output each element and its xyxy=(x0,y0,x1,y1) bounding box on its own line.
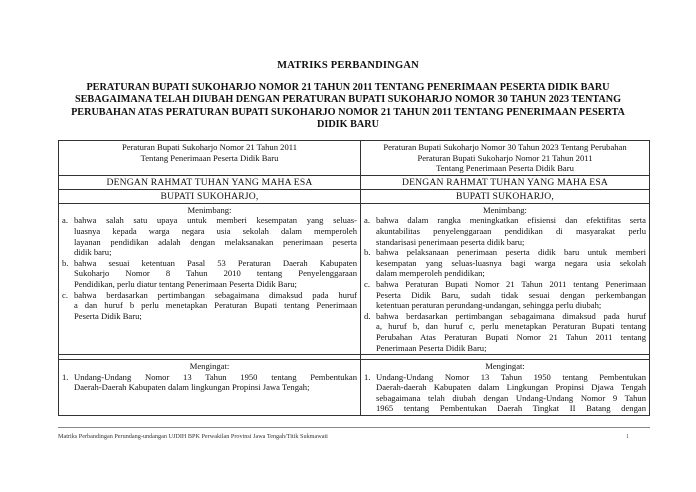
item-line: Undang-Undang Nomor 13 Tahun 1950 tentang Pembentukan xyxy=(376,371,646,382)
table-row-heading xyxy=(59,141,650,176)
document-title: MATRIKS PERBANDINGAN xyxy=(277,60,419,71)
item-line: a dan huruf b perlu menetapkan Peraturan Bupati tentang Penerimaan xyxy=(74,300,357,311)
left-menimbang-cell xyxy=(59,203,361,354)
left-mengingat-label: Mengingat: xyxy=(189,361,230,372)
table-row-bupati xyxy=(59,189,650,203)
right-menimbang-label: Menimbang: xyxy=(483,204,527,215)
item-line: didik baru; xyxy=(74,247,112,258)
right-menimbang-item-b xyxy=(364,247,646,279)
item-line: bahwa pelaksanaan penerimaan peserta didik baru untuk memberi xyxy=(376,247,646,258)
item-line: bahwa salah satu upaya untuk memberi kesempatan yang seluas- xyxy=(74,215,357,226)
item-line: 1965 tentang Pembentukan Daerah Tingkat II Batang dengan xyxy=(376,403,646,414)
right-bupati: BUPATI SUKOHARJO, xyxy=(361,189,650,203)
item-line: Peserta Didik Baru; xyxy=(74,310,142,321)
right-mengingat-item-1 xyxy=(364,372,646,414)
item-line: Daerah-daerah Kabupaten dalam Lingkungan Propinsi Djawa Tengah xyxy=(376,382,646,393)
item-line: layanan pendidikan adalah dengan melaksanakan penerimaan peserta xyxy=(74,236,357,247)
right-menimbang-item-c xyxy=(364,279,646,311)
right-heading-line: Peraturan Bupati Sukoharjo Nomor 30 Tahun 2023 Tentang Perubahan xyxy=(383,142,627,152)
left-menimbang-item-a xyxy=(62,215,357,257)
right-mengingat-cell xyxy=(361,360,650,416)
left-menimbang-label: Menimbang: xyxy=(187,204,232,215)
item-line: dalam memperoleh pendidikan; xyxy=(376,268,485,279)
item-marker: b. xyxy=(364,247,371,258)
item-line: bahwa Peraturan Bupati Nomor 21 Tahun 2011 tentang Penerimaan xyxy=(376,278,646,289)
right-menimbang-item-a xyxy=(364,215,646,247)
item-marker: a. xyxy=(62,215,68,226)
item-marker: 1. xyxy=(364,371,371,382)
table-row-rahmat xyxy=(59,175,650,189)
right-heading-cell xyxy=(361,141,650,176)
left-heading-line: Peraturan Bupati Sukoharjo Nomor 21 Tahun 2011 xyxy=(121,142,298,152)
left-heading-cell xyxy=(59,141,361,176)
left-mengingat-cell xyxy=(59,360,361,416)
item-line: sebagaimana telah diubah dengan Undang-Undang Nomor 9 Tahun xyxy=(376,392,646,403)
item-marker: c. xyxy=(62,289,68,300)
left-mengingat-item-1 xyxy=(62,372,357,393)
item-marker: a. xyxy=(364,215,370,226)
subtitle-line: SEBAGAIMANA TELAH DIUBAH DENGAN PERATURAN BUPATI SUKOHARJO NOMOR 30 TAHUN 2023 TENTANG xyxy=(74,94,622,106)
subtitle-line: PERUBAHAN ATAS PERATURAN BUPATI SUKOHARJO NOMOR 21 TAHUN 2011 TENTANG PENERIMAAN PESERTA xyxy=(71,106,625,118)
right-mengingat-label: Mengingat: xyxy=(485,361,525,372)
item-line: Undang-Undang Nomor 13 Tahun 1950 tentang Pembentukan xyxy=(74,371,357,382)
item-line: Perubahan Atas Peraturan Bupati Nomor 21 Tahun 2011 tentang xyxy=(376,331,646,342)
item-line: Peserta Didik Baru, sudah tidak sesuai dengan perkembangan xyxy=(376,289,646,300)
document-subtitle xyxy=(70,82,626,132)
right-rahmat: DENGAN RAHMAT TUHAN YANG MAHA ESA xyxy=(361,175,650,189)
subtitle-line: DIDIK BARU xyxy=(317,119,379,131)
item-line: luasnya kepada warga negara usia sekolah dalam memperoleh xyxy=(74,225,357,236)
item-line: bahwa sesuai ketentuan Pasal 53 Peraturan Daerah Kabupaten xyxy=(74,257,357,268)
left-bupati: BUPATI SUKOHARJO, xyxy=(59,189,361,203)
item-line: bahwa berdasarkan pertimbangan sebagaimana dimaksud pada huruf xyxy=(74,289,357,300)
left-rahmat: DENGAN RAHMAT TUHAN YANG MAHA ESA xyxy=(59,175,361,189)
item-line: bahwa berdasarkan pertimbangan sebagaimana dimaksud pada huruf xyxy=(376,310,646,321)
right-menimbang-item-d xyxy=(364,311,646,353)
item-line: ketentuan peraturan perundang-undangan, sehingga perlu diubah; xyxy=(376,300,602,311)
item-line: bahwa dalam rangka meningkatkan efisiensi dan efektifitas serta xyxy=(376,215,646,226)
page-number: 1 xyxy=(626,433,630,440)
item-line: a, huruf b, dan huruf c, perlu menetapkan Peraturan Bupati tentang xyxy=(376,321,646,332)
item-line: Penerimaan Peserta Didik Baru; xyxy=(376,342,487,353)
table-row-mengingat xyxy=(59,360,650,416)
comparison-table xyxy=(58,140,650,416)
right-heading-line: Peraturan Bupati Sukoharjo Nomor 21 Tahun 2011 xyxy=(417,152,593,163)
footer-text: Matriks Perbandingan Perundang-undangan UJDIH BPK Perwakilan Provinsi Jawa Tengah/Titik Sukmawati xyxy=(58,433,328,440)
item-marker: d. xyxy=(364,310,371,321)
item-line: Pendidikan, perlu diatur tentang Penerimaan Peserta Didik Baru; xyxy=(74,278,297,289)
footer-divider xyxy=(58,427,650,428)
item-marker: 1. xyxy=(62,371,69,382)
item-line: standarisasi penerimaan peserta didik baru; xyxy=(376,236,525,247)
subtitle-line: PERATURAN BUPATI SUKOHARJO NOMOR 21 TAHUN 2011 TENTANG PENERIMAAN PESERTA DIDIK BARU xyxy=(86,82,610,93)
left-menimbang-item-c xyxy=(62,290,357,322)
table-row-menimbang xyxy=(59,203,650,354)
left-menimbang-item-b xyxy=(62,258,357,290)
item-line: akuntabilitas penyelenggaraan pendidikan di masyarakat perlu xyxy=(376,225,646,236)
item-line: Sukoharjo Nomor 8 Tahun 2010 tentang Penyelenggaraan xyxy=(74,268,357,279)
left-heading-line: Tentang Penerimaan Peserta Didik Baru xyxy=(140,152,279,163)
right-menimbang-cell xyxy=(361,203,650,354)
right-heading-line: Tentang Penerimaan Peserta Didik Baru xyxy=(436,163,574,174)
item-line: kesempatan yang seluas-luasnya bagi warga negara usia sekolah xyxy=(376,257,646,268)
item-line: Daerah-Daerah Kabupaten dalam lingkungan Propinsi Jawa Tengah; xyxy=(74,382,310,393)
item-marker: b. xyxy=(62,257,69,268)
item-marker: c. xyxy=(364,278,370,289)
